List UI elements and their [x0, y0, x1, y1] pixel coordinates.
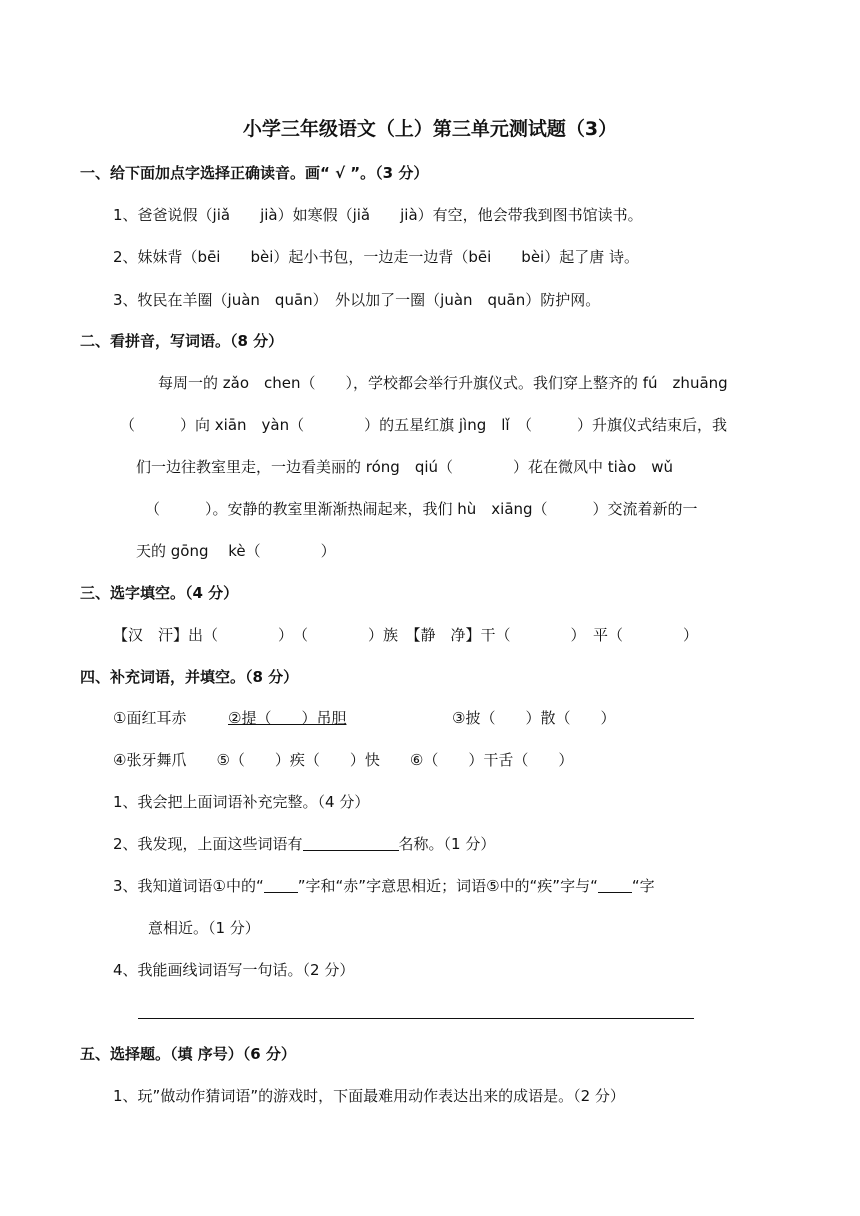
- section-4-heading: 四、补充词语，并填空。（8 分）: [80, 668, 299, 686]
- q2-text-b: 名称。（1 分）: [398, 835, 496, 853]
- q2-answer-blank[interactable]: [303, 835, 399, 851]
- section-4-word-3: ③披（ ）散（ ）: [452, 709, 616, 727]
- section-4-row-2: ④张牙舞爪 ⑤（ ）疾（ ）快 ⑥（ ）干舌（ ）: [113, 751, 574, 769]
- q2-text-a: 2、我发现，上面这些词语有: [113, 835, 303, 853]
- section-2-line-4: （ ）。安静的教室里渐渐热闹起来，我们 hù xiāng（ ）交流着新的一: [145, 500, 698, 518]
- section-4-question-2: [113, 834, 495, 854]
- section-1-question-3: 3、牧民在羊圈（juàn quān） 外以加了一圈（juàn quān）防护网。: [113, 291, 601, 309]
- section-4-question-1: 1、我会把上面词语补充完整。（4 分）: [113, 793, 370, 811]
- section-4-question-3-cont: 意相近。（1 分）: [148, 919, 260, 937]
- q3-answer-blank-1[interactable]: [264, 877, 298, 893]
- section-3-line: 【汉 汗】出（ ） （ ）族 【静 净】干（ ） 平（ ）: [113, 626, 699, 644]
- section-2-line-5: 天的 gōng kè（ ）: [136, 542, 336, 560]
- section-4-word-1: ①面红耳赤: [113, 709, 187, 727]
- section-4-question-4: 4、我能画线词语写一句话。（2 分）: [113, 961, 355, 979]
- sentence-answer-line[interactable]: [138, 1018, 694, 1019]
- q3-answer-blank-2[interactable]: [598, 877, 632, 893]
- section-2-line-2: （ ）向 xiān yàn（ ）的五星红旗 jìng lǐ （ ）升旗仪式结束后，我: [120, 416, 728, 434]
- q3-text-a: 3、我知道词语①中的“: [113, 877, 264, 895]
- q3-text-b: ”字和“赤”字意思相近；词语⑤中的“疾”字与“: [297, 877, 598, 895]
- section-4-question-3: [113, 876, 655, 896]
- section-5-heading: 五、选择题。（填 序号）（6 分）: [80, 1045, 296, 1063]
- section-1-question-1: 1、爸爸说假（jiǎ jià）如寒假（jiǎ jià）有空，他会带我到图书馆读书。: [113, 206, 643, 224]
- section-1-heading: 一、给下面加点字选择正确读音。画“ √ ”。（3 分）: [80, 164, 429, 182]
- section-5-question-1: 1、玩”做动作猜词语”的游戏时，下面最难用动作表达出来的成语是。（2 分）: [113, 1087, 625, 1105]
- q3-text-c: “字: [631, 877, 655, 895]
- section-4-word-2: ②提（ ）吊胆: [228, 709, 347, 727]
- section-2-line-1: 每周一的 zǎo chen（ ），学校都会举行升旗仪式。我们穿上整齐的 fú zhuāng: [158, 374, 728, 392]
- page-title: 小学三年级语文（上）第三单元测试题（3）: [242, 118, 618, 140]
- section-2-heading: 二、看拼音，写词语。（8 分）: [80, 332, 284, 350]
- section-2-line-3: 们一边往教室里走，一边看美丽的 róng qiú（ ）花在微风中 tiào wǔ: [136, 458, 673, 476]
- section-1-question-2: 2、妹妹背（bēi bèi）起小书包，一边走一边背（bēi bèi）起了唐 诗。: [113, 248, 639, 266]
- section-3-heading: 三、选字填空。（4 分）: [80, 584, 239, 602]
